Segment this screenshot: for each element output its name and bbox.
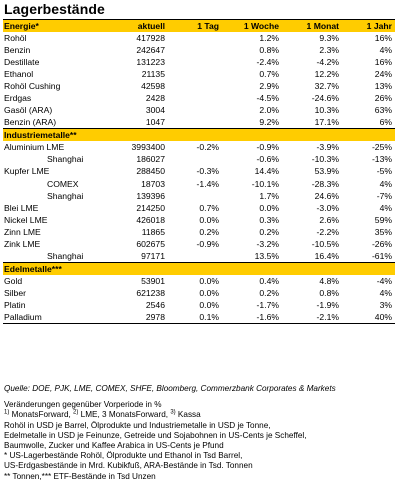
value-aktuell: 97171: [103, 250, 167, 263]
change-1tag: -1.4%: [196, 178, 219, 189]
commodity-name: Benzin (ARA): [3, 116, 103, 129]
commodity-name: Shanghai: [3, 250, 103, 263]
change-1tag: [167, 32, 221, 44]
change-1tag: -0.9%: [196, 238, 219, 249]
change-1jahr: 40%: [341, 311, 395, 324]
change-1monat: -4.2%: [316, 57, 339, 68]
commodity-name: Platin: [4, 299, 26, 310]
note-line: * US-Lagerbestände Rohöl, Ölprodukte und Ethanol in Tsd Barrel,: [4, 451, 243, 461]
value-aktuell: 426018: [136, 214, 165, 225]
commodity-name: Shanghai: [47, 154, 84, 165]
change-1woche: -2.4%: [256, 57, 279, 68]
table-row: [3, 44, 395, 56]
table-row: [3, 153, 395, 165]
change-1jahr: 4%: [379, 45, 392, 56]
change-1monat: 24.6%: [314, 190, 339, 201]
change-1jahr: -4%: [376, 275, 392, 286]
change-1jahr: -26%: [371, 238, 392, 249]
value-aktuell: 2978: [103, 311, 167, 324]
commodity-name: Rohöl Cushing: [4, 81, 61, 92]
change-1monat: -3.0%: [316, 202, 339, 213]
change-1jahr: -25%: [371, 142, 392, 153]
table-row: [3, 32, 395, 44]
table-row: [3, 56, 395, 68]
change-1monat: 9.3%: [319, 33, 339, 44]
change-1tag: 0.0%: [199, 299, 219, 310]
commodity-name: Zinn LME: [4, 226, 41, 237]
commodity-name: Shanghai: [47, 190, 84, 201]
change-1woche: 0.0%: [259, 202, 279, 213]
note-text: LME, 3 MonatsForward,: [78, 410, 171, 420]
value-aktuell: 417928: [136, 33, 165, 44]
change-1woche: 14.4%: [254, 166, 279, 177]
change-1tag: 0.1%: [167, 311, 221, 324]
footnote-marker: 1): [4, 409, 10, 416]
value-aktuell: 1047: [103, 116, 167, 129]
note-line: Veränderungen gegenüber Vorperiode in %: [4, 400, 162, 410]
change-1monat: -10.5%: [311, 238, 339, 249]
change-1woche: -0.6%: [256, 154, 279, 165]
industrial-metals-header: Industriemetalle**: [3, 129, 395, 142]
change-1jahr: 4%: [379, 178, 392, 189]
change-1monat: 53.9%: [314, 166, 339, 177]
change-1monat: -24.6%: [311, 93, 339, 104]
change-1tag: 0.7%: [199, 202, 219, 213]
commodity-name: Rohöl: [4, 33, 27, 44]
note-line: [4, 410, 396, 420]
change-1tag: -0.3%: [196, 166, 219, 177]
change-1woche: 0.2%: [259, 226, 279, 237]
page-title: Lagerbestände: [4, 1, 105, 17]
change-1woche: -0.9%: [256, 142, 279, 153]
change-1jahr: 4%: [379, 287, 392, 298]
change-1monat: 12.2%: [314, 69, 339, 80]
table-row: [3, 275, 395, 287]
change-1jahr: 63%: [374, 105, 392, 116]
note-line: Baumwolle, Zucker und Kaffee Arabica in US-Cents je Pfund: [4, 441, 224, 451]
change-1woche: 1.7%: [259, 190, 279, 201]
commodity-name: Benzin: [4, 45, 31, 56]
table-row: [3, 238, 395, 250]
note-text: MonatsForward,: [9, 410, 74, 420]
table-row: [3, 141, 395, 153]
inventory-table: [3, 20, 395, 324]
value-aktuell: 18703: [141, 178, 165, 189]
change-1woche: -1.7%: [256, 299, 279, 310]
change-1monat: 0.8%: [319, 287, 339, 298]
change-1woche: 9.2%: [221, 116, 281, 129]
table-row: [3, 178, 395, 190]
change-1monat: -2.1%: [281, 311, 341, 324]
change-1tag: [167, 250, 221, 263]
change-1monat: 16.4%: [281, 250, 341, 263]
commodity-name: Zink LME: [4, 238, 41, 249]
table-row: [3, 202, 395, 214]
energy-header: Energie*: [3, 20, 103, 32]
table-row: [3, 104, 395, 116]
change-1tag: [167, 190, 221, 202]
commodity-name: Gasöl (ARA): [4, 105, 53, 116]
change-1woche: 1.2%: [259, 33, 279, 44]
note-line: Rohöl in USD je Barrel, Ölprodukte und Industriemetalle in USD je Tonne,: [4, 420, 271, 430]
col-1tag-header: 1 Tag: [167, 20, 221, 32]
commodity-name: Ethanol: [4, 69, 34, 80]
change-1jahr: 59%: [374, 214, 392, 225]
table-row: [3, 214, 395, 226]
table-row: [3, 311, 395, 324]
value-aktuell: 21135: [141, 69, 165, 80]
change-1tag: [167, 104, 221, 116]
change-1jahr: 6%: [341, 116, 395, 129]
change-1woche: 13.5%: [221, 250, 281, 263]
inventory-table-body: [3, 20, 395, 324]
change-1jahr: 13%: [374, 81, 392, 92]
value-aktuell: 139396: [136, 190, 165, 201]
table-row: [3, 190, 395, 202]
change-1tag: -0.2%: [196, 142, 219, 153]
precious-metals-header-row: [3, 262, 395, 275]
change-1jahr: 16%: [374, 57, 392, 68]
change-1woche: 0.2%: [259, 287, 279, 298]
change-1tag: [167, 153, 221, 165]
change-1woche: 0.4%: [259, 275, 279, 286]
change-1tag: [167, 116, 221, 129]
change-1monat: -10.3%: [311, 154, 339, 165]
footnote-marker: 3): [170, 409, 176, 416]
change-1woche: -1.6%: [221, 311, 281, 324]
precious-metals-header: Edelmetalle***: [3, 262, 395, 275]
change-1monat: 2.6%: [319, 214, 339, 225]
industrial-metals-header-row: [3, 129, 395, 142]
value-aktuell: 602675: [136, 238, 165, 249]
energy-header-row: [3, 20, 395, 32]
change-1woche: 2.0%: [259, 105, 279, 116]
table-row: [3, 116, 395, 129]
change-1monat: -1.9%: [316, 299, 339, 310]
change-1tag: [167, 44, 221, 56]
change-1woche: 2.9%: [259, 81, 279, 92]
change-1jahr: -13%: [371, 154, 392, 165]
value-aktuell: 11865: [141, 226, 165, 237]
change-1woche: -4.5%: [256, 93, 279, 104]
value-aktuell: 242647: [136, 45, 165, 56]
change-1tag: [167, 80, 221, 92]
value-aktuell: 131223: [136, 57, 165, 68]
table-row: [3, 92, 395, 104]
commodity-name: Silber: [4, 287, 26, 298]
change-1jahr: -5%: [376, 166, 392, 177]
change-1woche: -3.2%: [256, 238, 279, 249]
value-aktuell: 621238: [136, 287, 165, 298]
change-1woche: -10.1%: [251, 178, 279, 189]
commodity-name: Erdgas: [4, 93, 32, 104]
change-1monat: -2.2%: [316, 226, 339, 237]
change-1monat: -3.9%: [316, 142, 339, 153]
change-1tag: [167, 56, 221, 68]
change-1woche: 0.8%: [259, 45, 279, 56]
table-row: [3, 299, 395, 311]
change-1jahr: -61%: [341, 250, 395, 263]
table-row: [3, 250, 395, 263]
change-1tag: [167, 92, 221, 104]
commodity-name: Kupfer LME: [4, 166, 50, 177]
col-1monat-header: 1 Monat: [281, 20, 341, 32]
change-1jahr: 26%: [374, 93, 392, 104]
change-1monat: 17.1%: [281, 116, 341, 129]
value-aktuell: 42598: [141, 81, 165, 92]
change-1tag: 0.2%: [199, 226, 219, 237]
change-1jahr: 4%: [379, 202, 392, 213]
value-aktuell: 3993400: [131, 142, 165, 153]
footnote-marker: 2): [73, 409, 79, 416]
table-row: [3, 80, 395, 92]
change-1tag: 0.0%: [199, 287, 219, 298]
value-aktuell: 214250: [136, 202, 165, 213]
value-aktuell: 2428: [145, 93, 165, 104]
change-1monat: -28.3%: [311, 178, 339, 189]
change-1monat: 10.3%: [314, 105, 339, 116]
change-1jahr: 16%: [374, 33, 392, 44]
table-row: [3, 287, 395, 299]
commodity-name: Blei LME: [4, 202, 39, 213]
change-1tag: 0.0%: [199, 214, 219, 225]
commodity-name: Palladium: [3, 311, 103, 324]
table-row: [3, 226, 395, 238]
note-line: ** Tonnen,*** ETF-Bestände in Tsd Unzen: [4, 471, 156, 481]
change-1tag: [167, 68, 221, 80]
value-aktuell: 186027: [136, 154, 165, 165]
change-1monat: 2.3%: [319, 45, 339, 56]
col-aktuell-header: aktuell: [103, 20, 167, 32]
source-line: Quelle: DOE, PJK, LME, COMEX, SHFE, Bloomberg, Commerzbank Corporates & Markets: [4, 384, 336, 393]
change-1jahr: -7%: [376, 190, 392, 201]
value-aktuell: 2546: [145, 299, 165, 310]
note-line: Edelmetalle in USD je Feinunze, Getreide und Sojabohnen in US-Cents je Scheffel,: [4, 430, 307, 440]
footnotes: [4, 384, 396, 482]
commodity-name: Nickel LME: [4, 214, 48, 225]
change-1jahr: 35%: [374, 226, 392, 237]
change-1woche: 0.3%: [259, 214, 279, 225]
change-1tag: 0.0%: [199, 275, 219, 286]
table-row: [3, 68, 395, 80]
change-1monat: 4.8%: [319, 275, 339, 286]
value-aktuell: 288450: [136, 166, 165, 177]
change-1jahr: 3%: [379, 299, 392, 310]
col-1woche-header: 1 Woche: [221, 20, 281, 32]
change-1woche: 0.7%: [259, 69, 279, 80]
note-text: Kassa: [175, 410, 201, 420]
table-row: [3, 165, 395, 177]
col-1jahr-header: 1 Jahr: [341, 20, 395, 32]
commodity-name: COMEX: [47, 178, 79, 189]
change-1monat: 32.7%: [314, 81, 339, 92]
change-1jahr: 24%: [374, 69, 392, 80]
value-aktuell: 3004: [145, 105, 165, 116]
commodity-name: Destillate: [4, 57, 40, 68]
note-line: US-Erdgasbestände in Mrd. Kubikfuß, ARA-Bestände in Tsd. Tonnen: [4, 461, 253, 471]
value-aktuell: 53901: [141, 275, 165, 286]
commodity-name: Gold: [4, 275, 23, 286]
commodity-name: Aluminium LME: [4, 142, 65, 153]
